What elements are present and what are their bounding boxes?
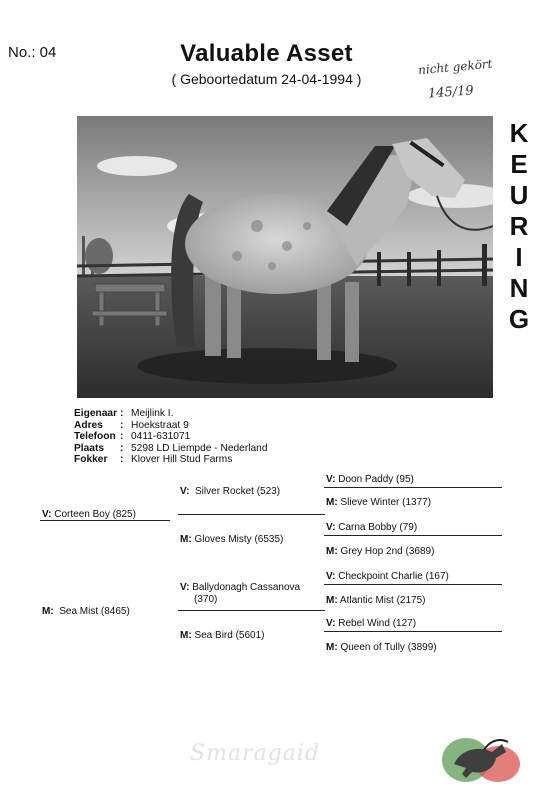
g3-name: Checkpoint Charlie (167) bbox=[338, 571, 449, 582]
pedigree-dam bbox=[42, 606, 130, 617]
g3-name: Carna Bobby (79) bbox=[338, 522, 418, 533]
owner-row: Eigenaar : Meijlink I. bbox=[74, 408, 174, 419]
dam-sire-name: Ballydonagh Cassanova bbox=[192, 582, 301, 593]
keuring-letter: I bbox=[515, 242, 523, 272]
document-number: No.: 04 bbox=[8, 44, 57, 61]
pedigree-g3-6 bbox=[326, 595, 426, 606]
g3-name: Doon Paddy (95) bbox=[338, 474, 414, 485]
sire-sire-prefix: V: bbox=[180, 486, 190, 497]
keuring-letter: N bbox=[509, 273, 529, 303]
pedigree-dam-dam bbox=[180, 630, 265, 641]
pedigree-line bbox=[324, 535, 502, 536]
pedigree-g3-8 bbox=[326, 642, 437, 653]
pedigree-dam-sire bbox=[180, 582, 300, 606]
g3-prefix: V: bbox=[326, 474, 336, 485]
address-row: Adres : Hoekstraat 9 bbox=[74, 419, 189, 431]
g3-prefix: M: bbox=[326, 546, 338, 557]
stud-watermark: Smaragaid bbox=[190, 741, 320, 766]
dam-dam-prefix: M: bbox=[180, 630, 192, 641]
g3-prefix: V: bbox=[326, 522, 336, 533]
phone-key: Telefoon bbox=[74, 431, 116, 443]
place-row: Plaats : 5298 LD Liempde - Nederland bbox=[74, 442, 268, 454]
horse-photo bbox=[77, 116, 493, 398]
pedigree-sire-sire bbox=[180, 486, 280, 497]
handwritten-number: 145/19 bbox=[427, 83, 475, 102]
keuring-letter: G bbox=[508, 304, 530, 334]
place-key: Plaats bbox=[74, 442, 105, 454]
dam-name: Sea Mist (8465) bbox=[59, 606, 130, 617]
sire-prefix: V: bbox=[42, 509, 52, 520]
pedigree-g3-5 bbox=[326, 571, 449, 582]
g3-prefix: V: bbox=[326, 571, 336, 582]
breeder-row: Fokker : Klover Hill Stud Farms bbox=[74, 454, 233, 466]
g3-name: Slieve Winter (1377) bbox=[340, 497, 432, 508]
pedigree-sire-dam bbox=[180, 534, 283, 545]
handwritten-note: nicht gekört bbox=[417, 56, 493, 78]
g3-prefix: V: bbox=[326, 618, 336, 629]
g3-prefix: M: bbox=[326, 497, 338, 508]
pedigree-line bbox=[178, 514, 325, 515]
sire-dam-prefix: M: bbox=[180, 534, 192, 545]
dam-prefix: M: bbox=[42, 606, 54, 617]
pedigree-sire bbox=[42, 509, 136, 520]
pedigree-g3-2 bbox=[326, 497, 431, 508]
pedigree-line bbox=[324, 584, 502, 585]
g3-prefix: M: bbox=[326, 595, 338, 606]
pedigree-line bbox=[178, 610, 325, 611]
breeder-key: Fokker bbox=[74, 454, 108, 466]
pedigree-line bbox=[324, 487, 502, 488]
g3-name: Grey Hop 2nd (3689) bbox=[340, 546, 435, 557]
phone-row: Telefoon : 0411-631071 bbox=[74, 431, 191, 443]
g3-name: Atlantic Mist (2175) bbox=[339, 595, 426, 606]
place-value: 5298 LD Liempde - Nederland bbox=[131, 442, 268, 454]
breeder-value: Klover Hill Stud Farms bbox=[131, 454, 233, 466]
pedigree-line bbox=[40, 520, 170, 521]
dam-sire-prefix: V: bbox=[180, 582, 190, 593]
keuring-letter: U bbox=[509, 180, 529, 210]
owner-key: Eigenaar bbox=[74, 408, 118, 419]
pedigree-line bbox=[324, 631, 502, 632]
dam-dam-name: Sea Bird (5601) bbox=[194, 630, 265, 641]
address-key: Adres bbox=[74, 419, 103, 431]
owner-info-block bbox=[74, 408, 268, 466]
sire-sire-name: Silver Rocket (523) bbox=[195, 486, 281, 497]
keuring-letter: E bbox=[510, 149, 528, 179]
dam-sire-number: (370) bbox=[194, 594, 218, 605]
birthdate-subtitle: ( Geboortedatum 24-04-1994 ) bbox=[171, 71, 362, 87]
keuring-letter: R bbox=[509, 211, 529, 241]
pedigree-g3-3 bbox=[326, 522, 417, 533]
pedigree-g3-1 bbox=[326, 474, 414, 485]
g3-name: Queen of Tully (3899) bbox=[340, 642, 437, 653]
g3-name: Rebel Wind (127) bbox=[338, 618, 417, 629]
keuring-vertical-label bbox=[508, 118, 530, 335]
owner-value: Meijlink I. bbox=[131, 408, 174, 419]
pedigree-g3-4 bbox=[326, 546, 434, 557]
horse-name-title: Valuable Asset bbox=[180, 40, 353, 67]
keuring-letter: K bbox=[509, 118, 529, 148]
g3-prefix: M: bbox=[326, 642, 338, 653]
pedigree-g3-7 bbox=[326, 618, 416, 629]
address-value: Hoekstraat 9 bbox=[131, 419, 189, 431]
sire-name: Corteen Boy (825) bbox=[54, 509, 136, 520]
stud-logo-icon bbox=[436, 730, 524, 786]
phone-value: 0411-631071 bbox=[131, 431, 191, 443]
sire-dam-name: Gloves Misty (6535) bbox=[194, 534, 284, 545]
